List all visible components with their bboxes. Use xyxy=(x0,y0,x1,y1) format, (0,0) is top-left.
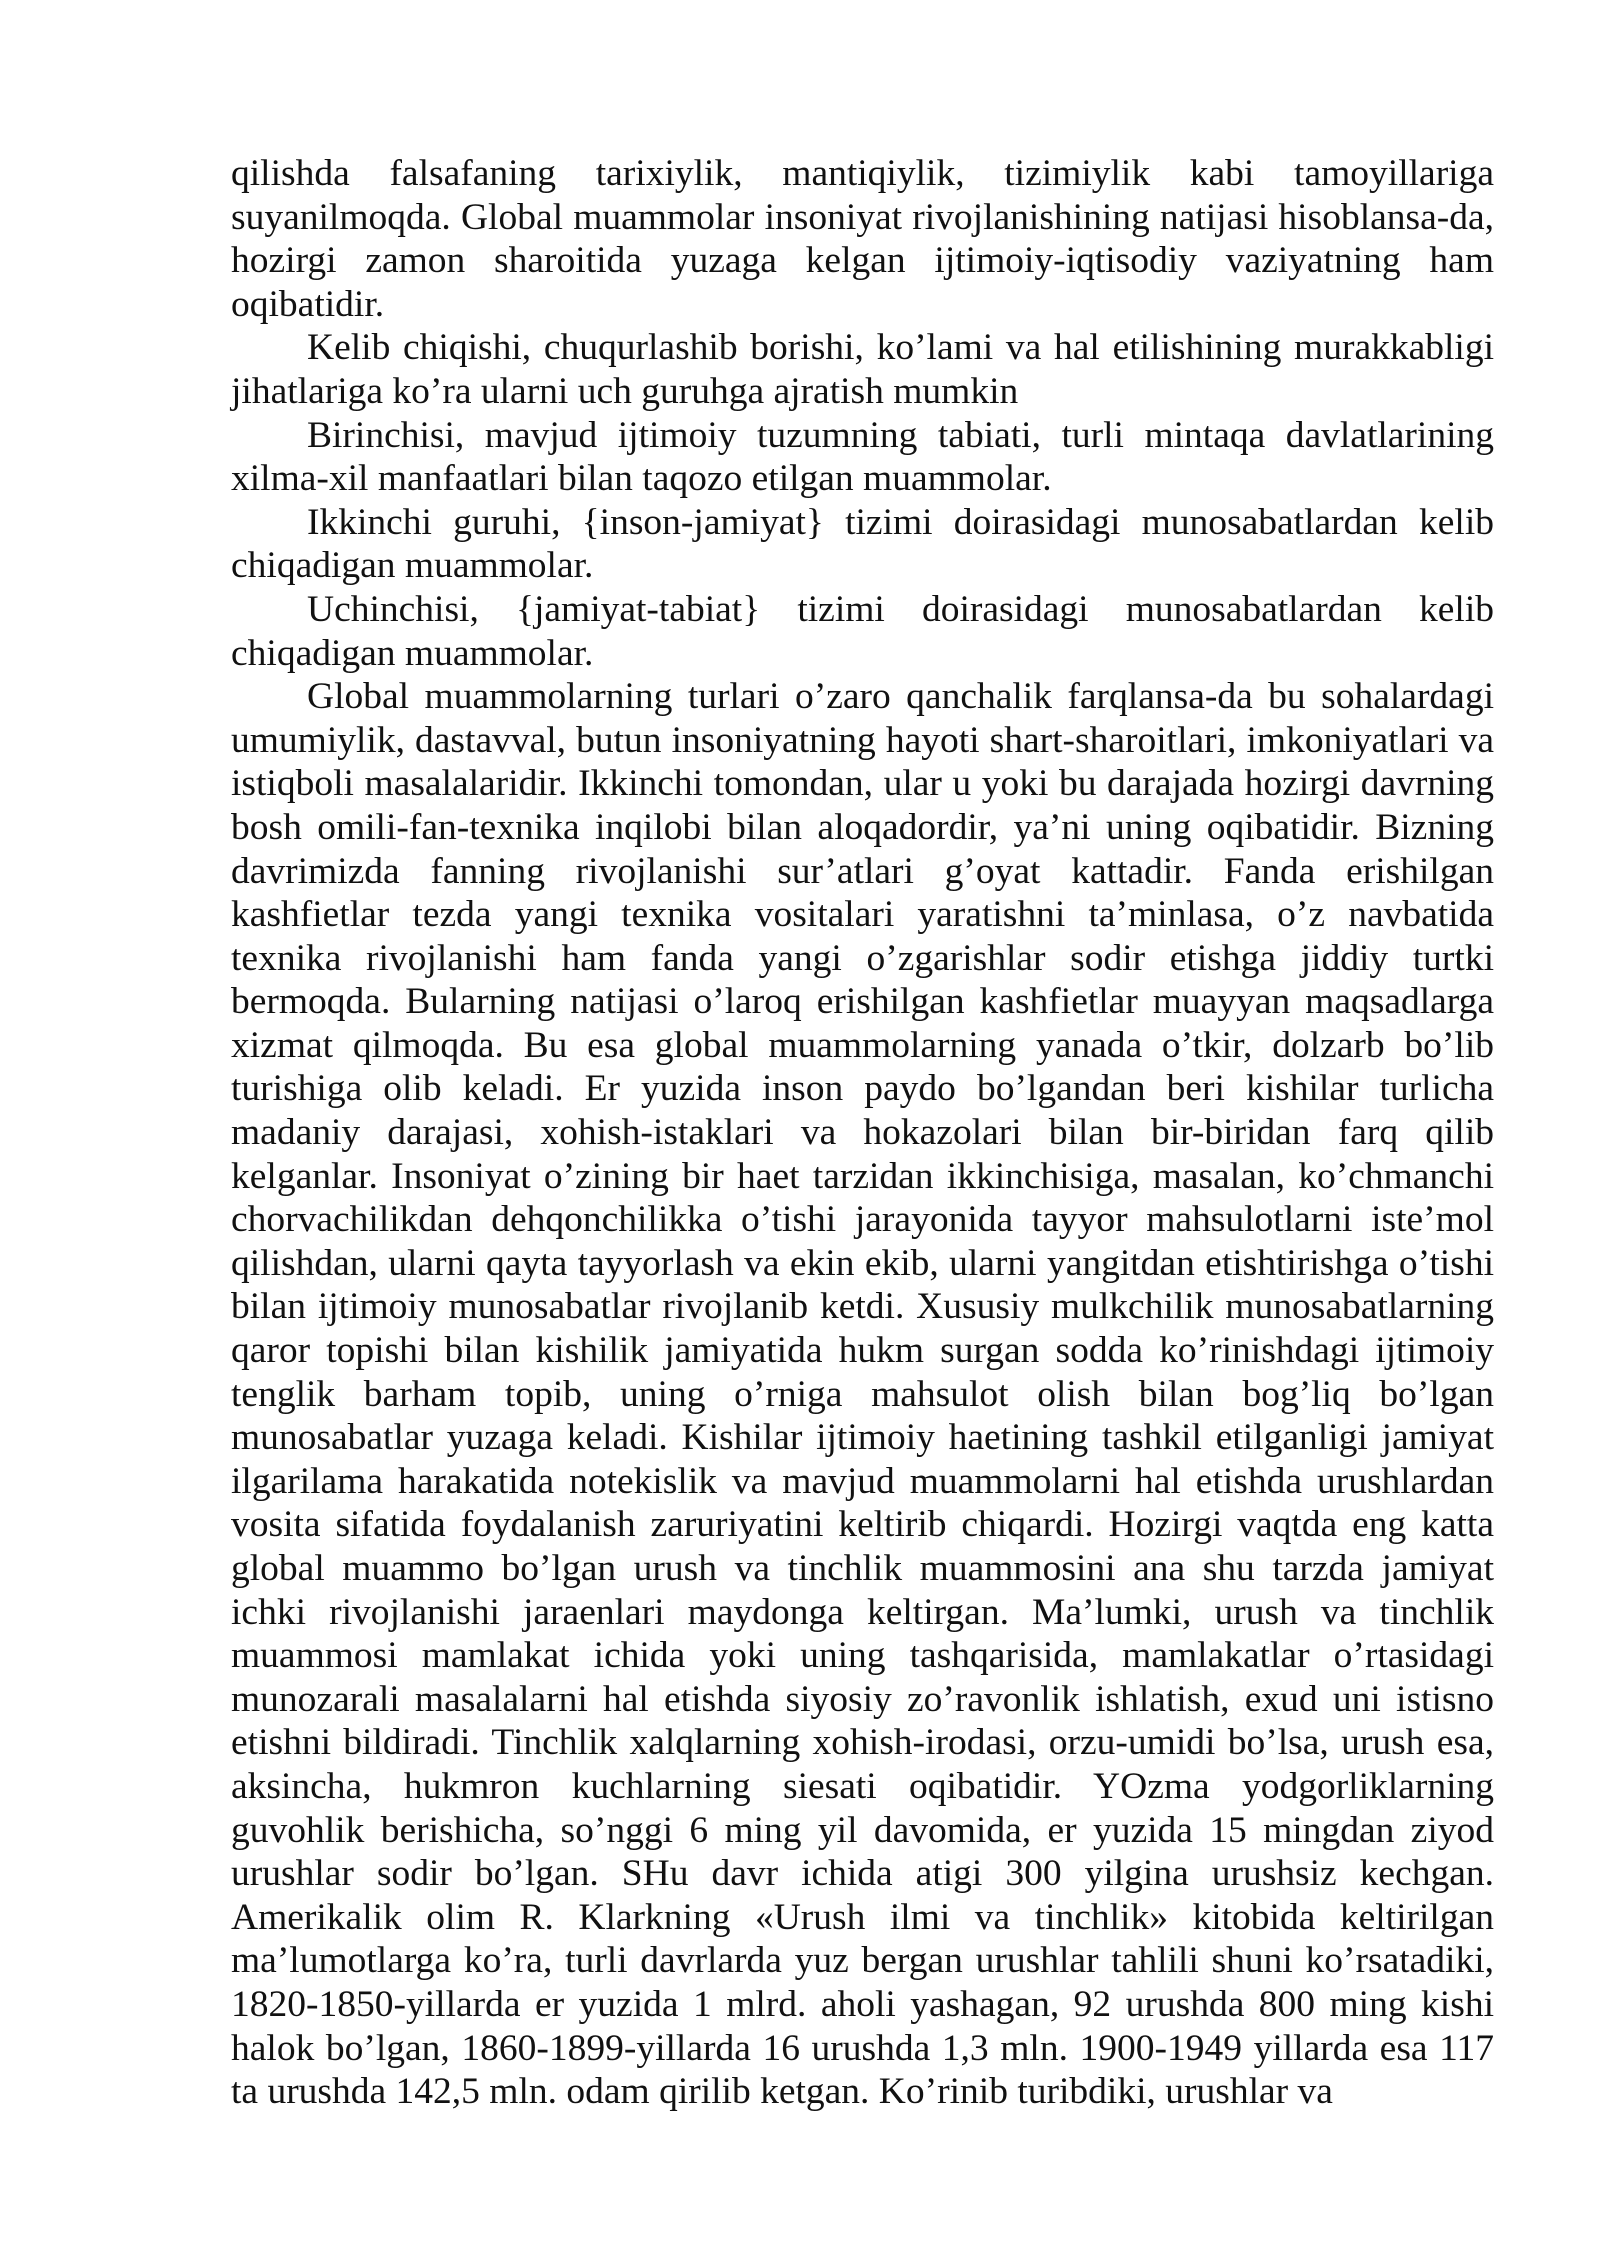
paragraph-continuation: qilishda falsafaning tarixiylik, mantiqiylik, tizimiylik kabi tamoyillariga suyanilmoqda. Global muammolar insoniyat rivojlanishining natijasi hisoblansa-da, hozirgi zamon sharoitida yuzaga kelgan ijtimoiy-iqtisodiy vaziyatning ham oqibatidir. xyxy=(231,153,1494,325)
paragraph-second-group: Ikkinchi guruhi, {inson-jamiyat} tizimi doirasidagi munosabatlardan kelib chiqadigan muammolar. xyxy=(231,501,1494,587)
paragraph-third-group: Uchinchisi, {jamiyat-tabiat} tizimi doirasidagi munosabatlardan kelib chiqadigan muammolar. xyxy=(231,588,1494,674)
paragraph-classification-intro: Kelib chiqishi, chuqurlashib borishi, ko’lami va hal etilishining murakkabligi jihatlariga ko’ra ularni uch guruhga ajratish mumkin xyxy=(231,327,1494,412)
paragraph-first-group: Birinchisi, mavjud ijtimoiy tuzumning tabiati, turli mintaqa davlatlarining xilma-xil manfaatlari bilan taqozo etilgan muammolar. xyxy=(231,414,1494,500)
paragraph-global-problems: Global muammolarning turlari o’zaro qanchalik farqlansa-da bu sohalardagi umumiylik, dastavval, butun insoniyatning hayoti shart-sharoitlari, imkoniyatlari va istiqboli masalalaridir. Ikkinchi tomondan, ular u yoki bu darajada hozirgi davrning bosh omili-fan-texnika inqilobi bilan aloqadordir, ya’ni uning oqibatidir. Bizning davrimizda fanning rivojlanishi sur’atlari g’oyat kattadir. Fanda erishilgan kashfietlar tezda yangi texnika vositalari yaratishni ta’minlasa, o’z navbatida texnika rivojlanishi ham fanda yangi o’zgarishlar sodir etishga jiddiy turtki bermoqda. Bularning natijasi o’laroq erishilgan kashfietlar muayyan maqsadlarga xizmat qilmoqda. Bu esa global muammolarning yanada o’tkir, dolzarb bo’lib turishiga olib keladi. Er yuzida inson paydo bo’lgandan beri kishilar turlicha madaniy darajasi, xohish-istaklari va hokazolari bilan bir-biridan farq qilib kelganlar. Insoniyat o’zining bir haet tarzidan ikkinchisiga, masalan, ko’chmanchi chorvachilikdan dehqonchilikka o’tishi jarayonida tayyor mahsulotlarni iste’mol qilishdan, ularni qayta tayyorlash va ekin ekib, ularni yangitdan etishtirishga o’tishi bilan ijtimoiy munosabatlar rivojlanib ketdi. Xususiy mulkchilik munosabatlarning qaror topishi bilan kishilik jamiyatida hukm surgan sodda ko’rinishdagi ijtimoiy tenglik barham topib, uning o’rniga mahsulot olish bilan bog’liq bo’lgan munosabatlar yuzaga keladi. Kishilar ijtimoiy haetining tashkil etilganligi jamiyat ilgarilama harakatida notekislik va mavjud muammolarni hal etishda urushlardan vosita sifatida foydalanish zaruriyatini keltirib chiqardi. Hozirgi vaqtda eng katta global muammo bo’lgan urush va tinchlik muammosini ana shu tarzda jamiyat ichki rivojlanishi jaraenlari maydonga keltirgan. Ma’lumki, urush va tinchlik muammosi mamlakat ichida yoki uning tashqarisida, mamlakatlar o’rtasidagi munozarali masalalarni hal etishda siyosiy zo’ravonlik ishlatish, exud uni istisno etishni bildiradi. Tinchlik xalqlarning xohish-irodasi, orzu-umidi bo’lsa, urush esa, aksincha, hukmron kuchlarning siesati oqibatidir. YOzma yodgorliklarning guvohlik berishicha, so’nggi 6 ming yil davomida, er yuzida 15 mingdan ziyod urushlar sodir bo’lgan. SHu davr ichida atigi 300 yilgina urushsiz kechgan. Amerikalik olim R. Klarkning «Urush ilmi va tinchlik» kitobida keltirilgan ma’lumotlarga ko’ra, turli davrlarda yuz bergan urushlar tahlili shuni ko’rsatadiki, 1820-1850-yillarda er yuzida 1 mlrd. aholi yashagan, 92 urushda 800 ming kishi halok bo’lgan, 1860-1899-yillarda 16 urushda 1,3 mln. 1900-1949 yillarda esa 117 ta urushda 142,5 mln. odam qirilib ketgan. Ko’rinib turibdiki, urushlar va xyxy=(231,676,1494,2113)
body-text xyxy=(231,152,1494,2114)
